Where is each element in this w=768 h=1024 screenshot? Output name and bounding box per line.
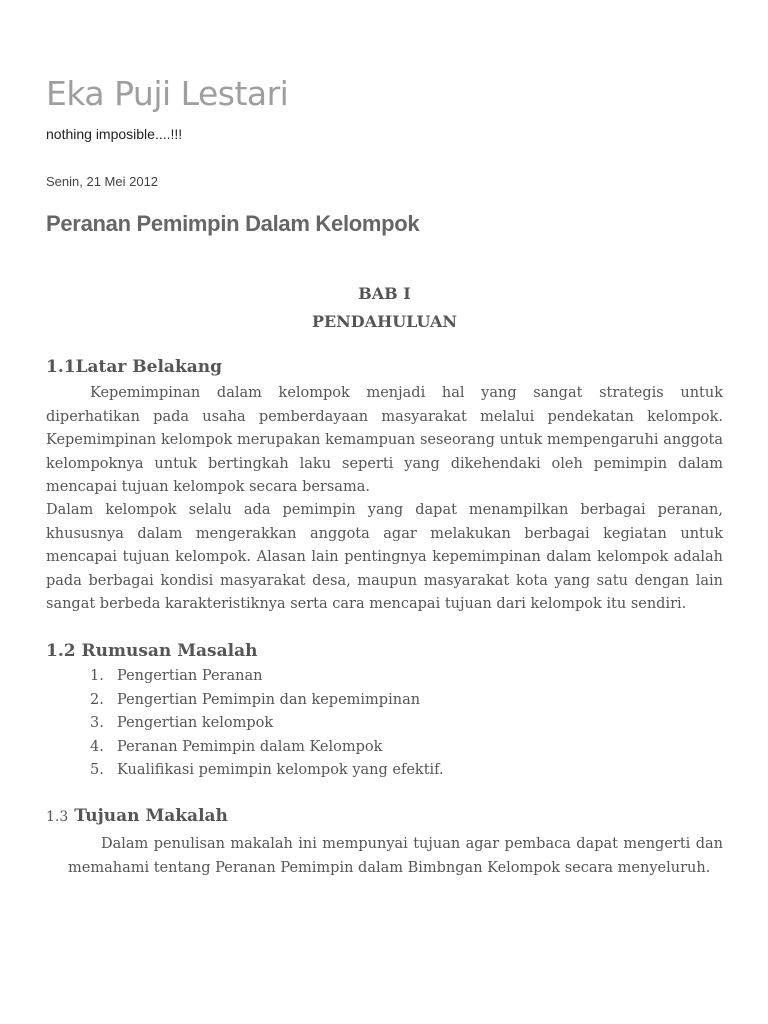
list-item-text: Peranan Pemimpin dalam Kelompok — [117, 738, 383, 755]
paragraph-tujuan — [68, 833, 723, 880]
section-heading-tujuan-makalah — [46, 806, 228, 826]
blog-title[interactable]: Eka Puji Lestari — [46, 74, 289, 113]
list-item — [46, 689, 444, 713]
section-number: 1.3 — [46, 809, 69, 825]
list-item-number: 4. — [90, 738, 104, 755]
paragraph-latar-1 — [46, 382, 723, 500]
paragraph-latar-1-text: Kepemimpinan dalam kelompok menjadi hal yang sangat strategis untuk diperhatikan pada usaha pemberdayaan masyarakat melalui pendekatan kelompok. Kepemimpinan kelompok merupakan kemampuan seseorang untuk mempengaruhi anggota kelompoknya untuk bertingkah laku seperti yang dikehendaki oleh pemimpin dalam mencapai tujuan kelompok secara bersama. — [46, 385, 723, 495]
chapter-heading — [46, 280, 723, 336]
list-item — [46, 736, 444, 760]
list-item-text: Pengertian Pemimpin dan kepemimpinan — [117, 691, 421, 708]
paragraph-latar-2 — [46, 499, 723, 617]
list-item — [46, 665, 444, 689]
chapter-title: PENDAHULUAN — [311, 312, 458, 331]
chapter-number: BAB I — [358, 284, 411, 303]
post-title[interactable]: Peranan Pemimpin Dalam Kelompok — [46, 211, 420, 236]
paragraph-latar-2-text: Dalam kelompok selalu ada pemimpin yang dapat menampilkan berbagai peranan, khususnya dalam mengerakkan anggota agar melakukan berbagai kegiatan untuk mencapai tujuan kelompok. Alasan lain pentingnya kepemimpinan dalam kelompok adalah pada berbagai kondisi masyarakat desa, maupun masyarakat kota yang satu dengan lain sangat berbeda karakteristiknya serta cara mencapai tujuan dari kelompok itu sendiri. — [46, 502, 723, 612]
list-item — [46, 759, 444, 783]
paragraph-tujuan-text: Dalam penulisan makalah ini mempunyai tujuan agar pembaca dapat mengerti dan memahami tentang Peranan Pemimpin dalam Bimbngan Kelompok secara menyeluruh. — [68, 836, 723, 876]
list-item-text: Pengertian kelompok — [117, 715, 274, 731]
list-item-number: 1. — [90, 668, 104, 684]
list-item-number: 2. — [90, 691, 104, 708]
list-item-number: 3. — [90, 715, 104, 731]
section-heading-text: Tujuan Makalah — [74, 806, 228, 826]
list-item-number: 5. — [90, 762, 104, 778]
rumusan-list — [46, 665, 444, 783]
blog-description: nothing imposible....!!! — [46, 126, 183, 142]
list-item-text: Kualifikasi pemimpin kelompok yang efektif. — [117, 762, 444, 778]
list-item — [46, 712, 444, 736]
list-item-text: Pengertian Peranan — [117, 668, 263, 684]
section-heading-rumusan-masalah: 1.2 Rumusan Masalah — [46, 641, 258, 661]
post-date: Senin, 21 Mei 2012 — [46, 174, 159, 189]
section-heading-latar-belakang: 1.1Latar Belakang — [46, 357, 222, 377]
